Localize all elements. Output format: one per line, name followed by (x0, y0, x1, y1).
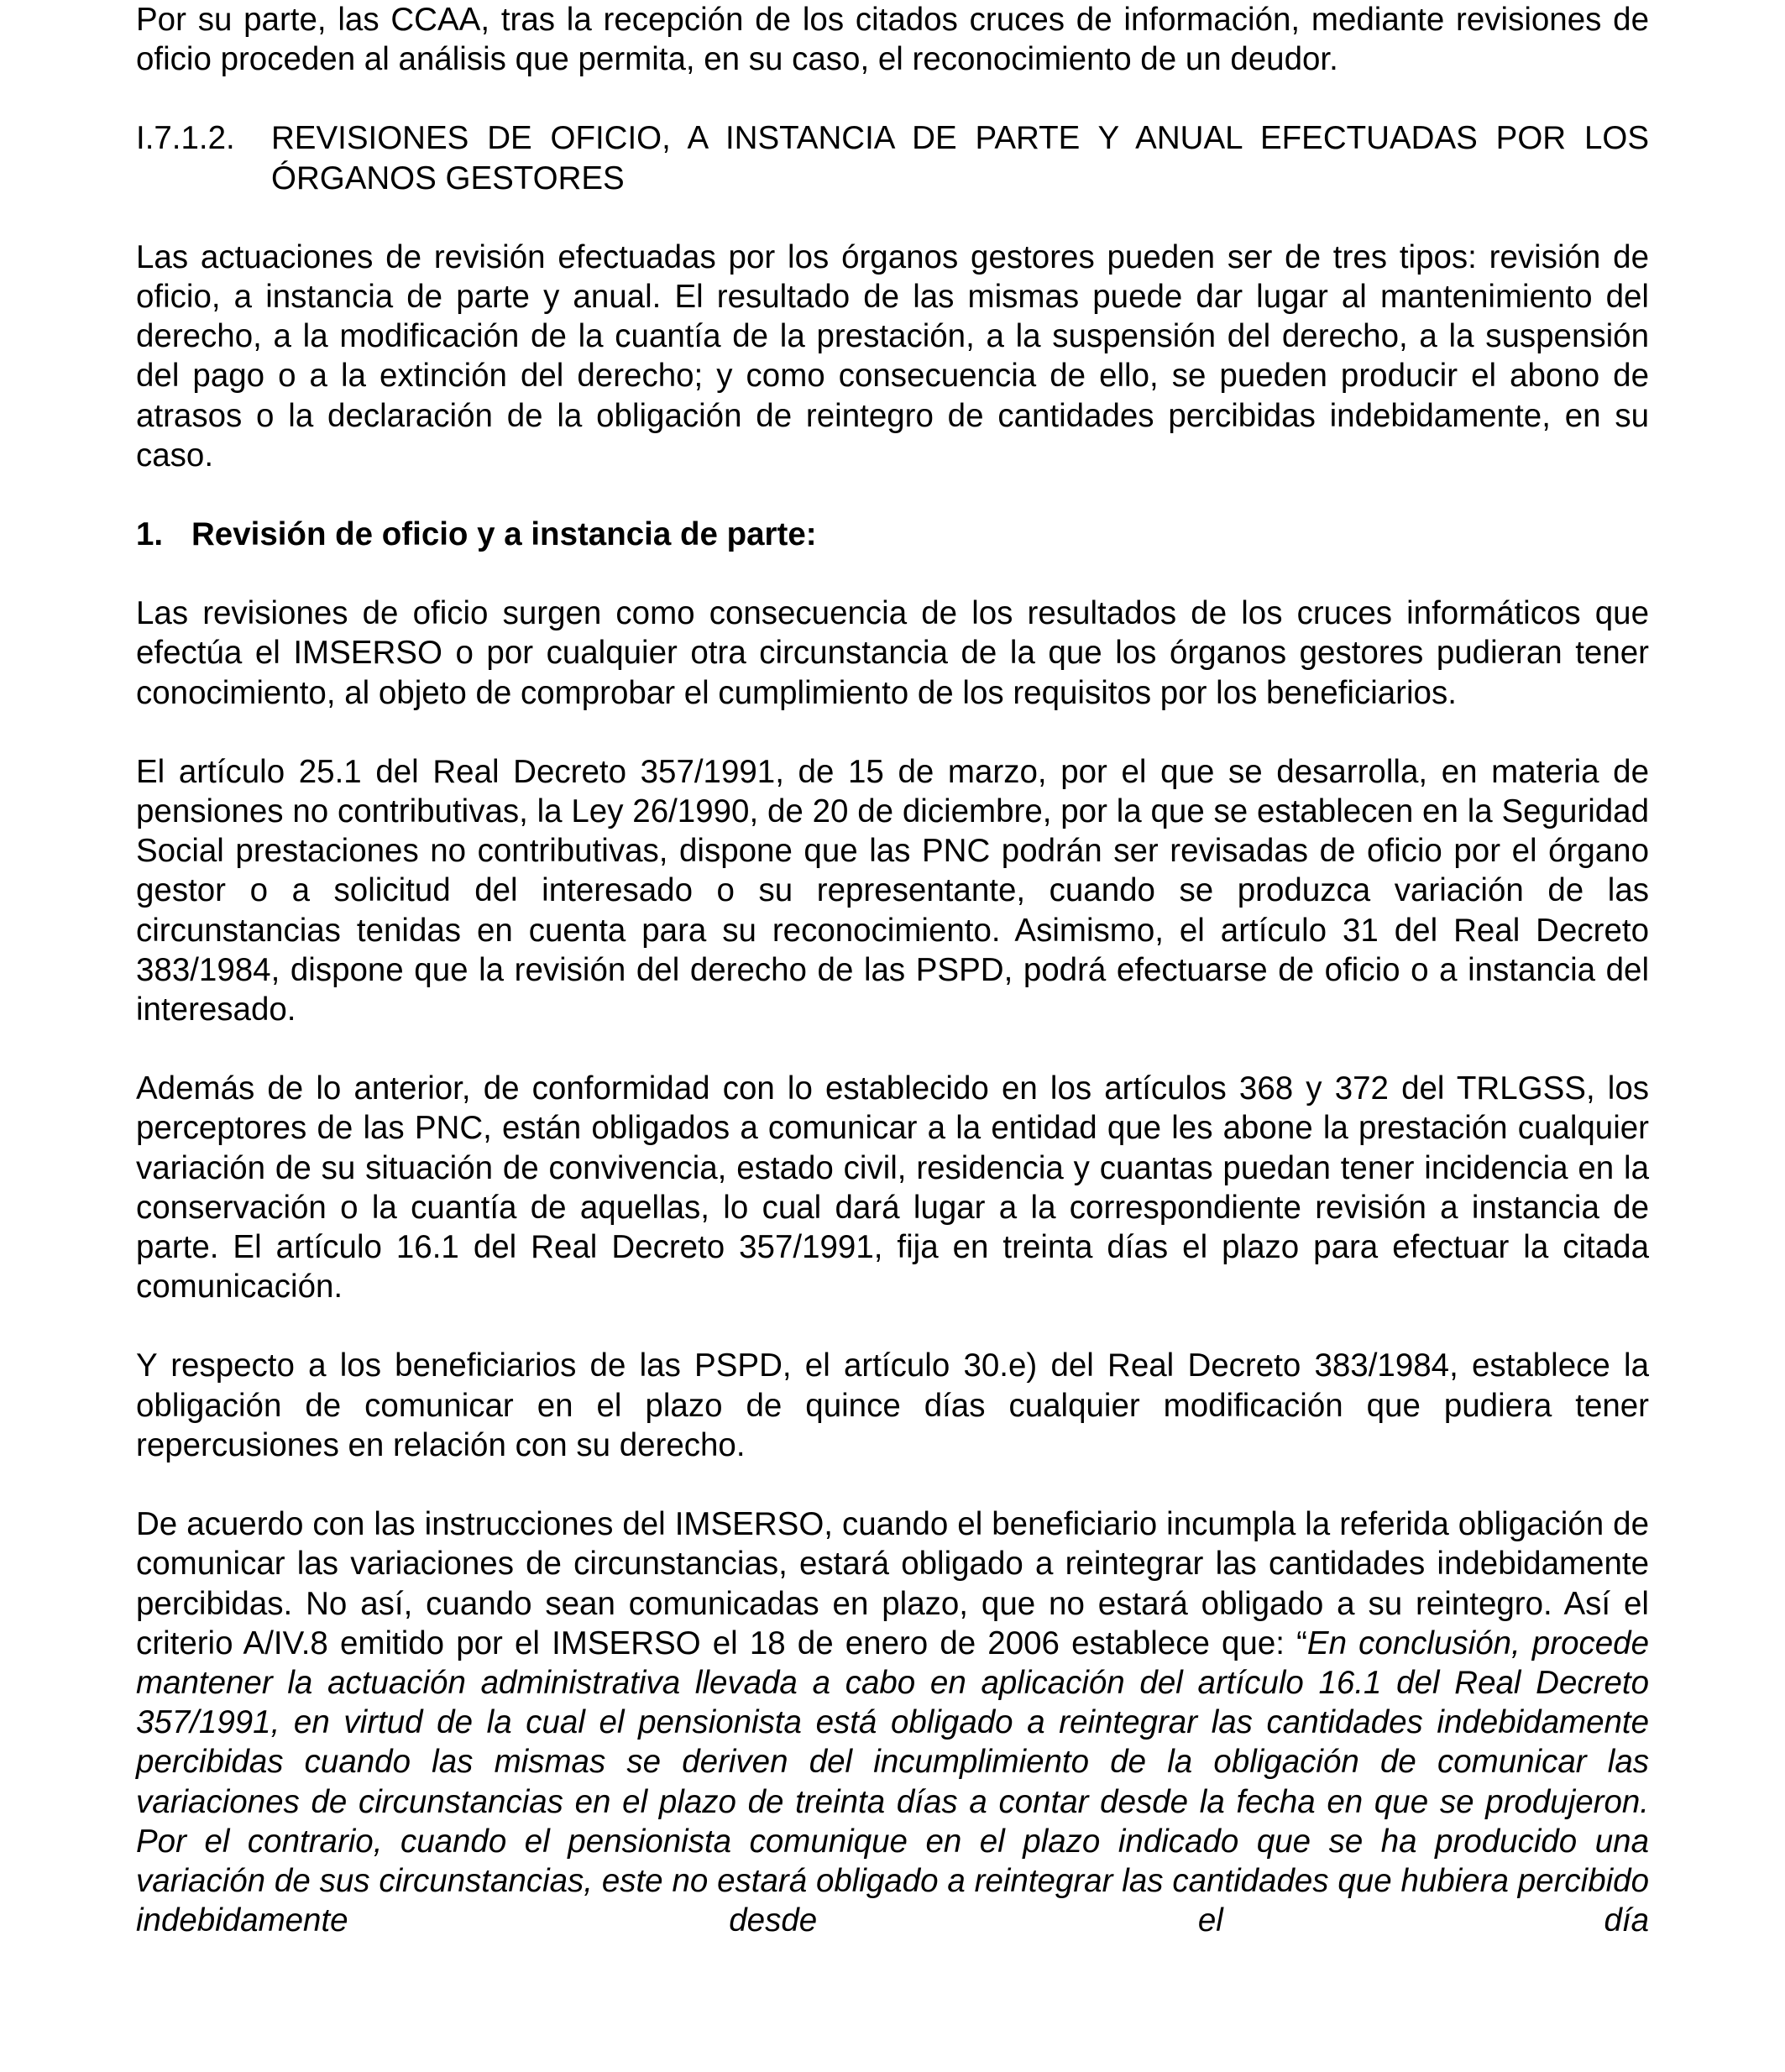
paragraph-pspd: Y respecto a los beneficiarios de las PSPD, el artículo 30.e) del Real Decreto 383/1984, establece la obligación de comunicar en el plazo de quince días cualquier modificación que pudiera tener repercusiones en relación con su derecho. (136, 1347, 1649, 1463)
paragraph-tipos-revision: Las actuaciones de revisión efectuadas por los órganos gestores pueden ser de tres tipos: revisión de oficio, a instancia de parte y anual. El resultado de las mismas puede dar lugar al mantenimiento del derecho, a la modificación de la cuantía de la prestación, a la suspensión del derecho, a la suspensión del pago o a la extinción del derecho; y como consecuencia de ello, se pueden producir el abono de atrasos o la declaración de la obligación de reintegro de cantidades percibidas indebidamente, en su caso. (136, 238, 1649, 474)
paragraph-acuerdo-quote: En conclusión, procede mantener la actuación administrativa llevada a cabo en aplicación del artículo 16.1 del Real Decreto 357/1991, en virtud de la cual el pensionista está obligado a reintegrar las cantidades indebidamente percibidas cuando las mismas se deriven del incumplimiento de la obligación de comunicar las variaciones de circunstancias en el plazo de treinta días a contar desde la fecha en que se produjeron. Por el contrario, cuando el pensionista comunique en el plazo indicado que se ha producido una variación de sus circunstancias, este no estará obligado a reintegrar las cantidades que hubiera percibido indebidamente desde el día (136, 1625, 1649, 1939)
subheading-title: Revisión de oficio y a instancia de parte: (191, 516, 817, 553)
paragraph-acuerdo-imserso (136, 1504, 1649, 1940)
paragraph-ademas: Además de lo anterior, de conformidad con lo establecido en los artículos 368 y 372 del TRLGSS, los perceptores de las PNC, están obligados a comunicar a la entidad que les abone la prestación cualquier variación de su situación de convivencia, estado civil, residencia y cuantas puedan tener incidencia en la conservación o la cuantía de aquellas, lo cual dará lugar a la correspondiente revisión a instancia de parte. El artículo 16.1 del Real Decreto 357/1991, fija en treinta días el plazo para efectuar la citada comunicación. (136, 1070, 1649, 1305)
paragraph-revisiones-oficio: Las revisiones de oficio surgen como consecuencia de los resultados de los cruces informáticos que efectúa el IMSERSO o por cualquier otra circunstancia de la que los órganos gestores pudieran tener conocimiento, al objeto de comprobar el cumplimiento de los requisitos por los beneficiarios. (136, 595, 1649, 711)
paragraph-articulo-25: El artículo 25.1 del Real Decreto 357/1991, de 15 de marzo, por el que se desarrolla, en materia de pensiones no contributivas, la Ley 26/1990, de 20 de diciembre, por la que se establecen en la Seguridad Social prestaciones no contributivas, dispone que las PNC podrán ser revisadas de oficio por el órgano gestor o a solicitud del interesado o su representante, cuando se produzca variación de las circunstancias tenidas en cuenta para su reconocimiento. Asimismo, el artículo 31 del Real Decreto 383/1984, dispone que la revisión del derecho de las PSPD, podrá efectuarse de oficio o a instancia del interesado. (136, 753, 1649, 1028)
paragraph-intro: Por su parte, las CCAA, tras la recepción de los citados cruces de información, mediante revisiones de oficio proceden al análisis que permita, en su caso, el reconocimiento de un deudor. (136, 2, 1649, 78)
section-heading-title: REVISIONES DE OFICIO, A INSTANCIA DE PARTE Y ANUAL EFECTUADAS POR LOS ÓRGANOS GESTORES (271, 120, 1649, 196)
section-heading (136, 118, 1649, 197)
subheading-number: 1. (136, 516, 164, 553)
section-heading-number: I.7.1.2. (136, 120, 235, 157)
document-page (136, 0, 1649, 1980)
subheading-revision-oficio (136, 515, 1649, 554)
paragraph-acuerdo-text: De acuerdo con las instrucciones del IMSERSO, cuando el beneficiario incumpla la referida obligación de comunicar las variaciones de circunstancias, estará obligado a reintegrar las cantidades indebidamente percibidas. No así, cuando sean comunicadas en plazo, que no estará obligado a su reintegro. Así el criterio A/IV.8 emitido por el IMSERSO el 18 de enero de 2006 establece que: “ (136, 1506, 1649, 1661)
